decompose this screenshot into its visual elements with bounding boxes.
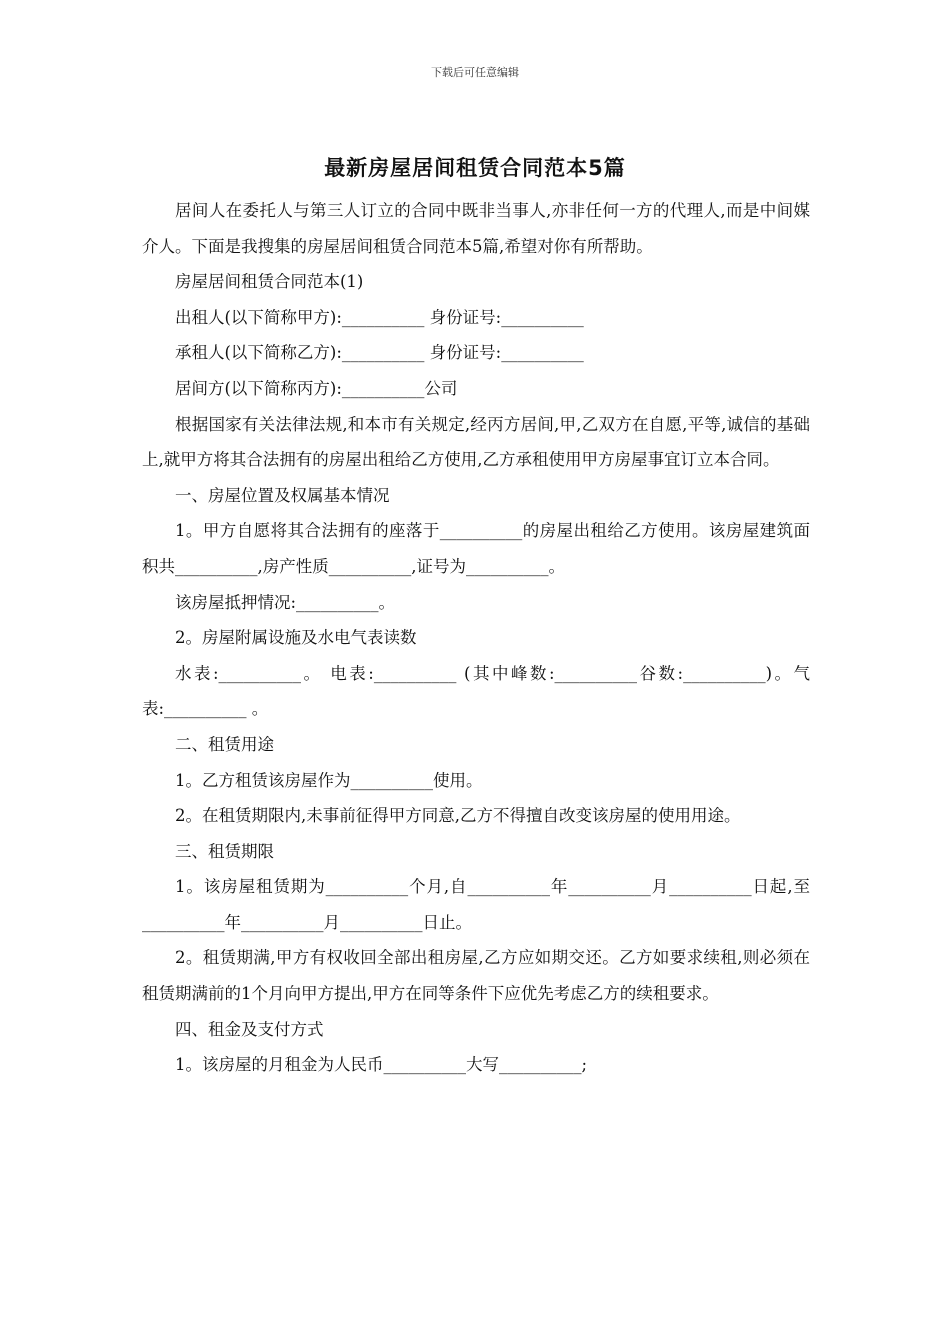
lessor-line: 出租人(以下简称甲方):__________ 身份证号:__________ [175,307,584,327]
lessee-line: 承租人(以下简称乙方):__________ 身份证号:__________ [175,343,584,363]
clause-2-1: 1。乙方租赁该房屋作为__________使用。 [175,770,483,790]
document-body [142,193,810,1083]
preamble-paragraph: 根据国家有关法律法规,和本市有关规定,经丙方居间,甲,乙双方在自愿,平等,诚信的基础上,就甲方将其合法拥有的房屋出租给乙方使用,乙方承租使用甲方房屋事宜订立本合同。 [142,414,810,470]
section-heading-4: 四、租金及支付方式 [175,1019,324,1039]
meter-readings: 水表:__________。 电表:__________ (其中峰数:__________谷数:__________)。气表:__________ 。 [142,663,810,719]
clause-4-1: 1。该房屋的月租金为人民币__________大写__________; [175,1055,588,1075]
section-heading-1: 一、房屋位置及权属基本情况 [175,485,390,505]
section-heading-3: 三、租赁期限 [175,841,274,861]
clause-1-2: 2。房屋附属设施及水电气表读数 [175,628,417,648]
mortgage-line: 该房屋抵押情况:__________。 [175,592,396,612]
broker-line: 居间方(以下简称丙方):__________公司 [175,378,458,398]
clause-3-1: 1。该房屋租赁期为__________个月,自__________年__________月__________日起,至__________年__________月__________日止。 [142,877,810,932]
clause-2-2: 2。在租赁期限内,未事前征得甲方同意,乙方不得擅自改变该房屋的使用用途。 [175,806,741,826]
clause-3-2: 2。租赁期满,甲方有权收回全部出租房屋,乙方应如期交还。乙方如要求续租,则必须在租赁期满前的1个月向甲方提出,甲方在同等条件下应优先考虑乙方的续租要求。 [142,948,810,1004]
section-heading-2: 二、租赁用途 [175,734,274,754]
document-title: 最新房屋居间租赁合同范本5篇 [324,156,626,180]
contract-subtitle: 房屋居间租赁合同范本(1) [175,272,364,292]
clause-1-1: 1。甲方自愿将其合法拥有的座落于__________的房屋出租给乙方使用。该房屋建筑面积共__________,房产性质__________,证号为__________。 [142,521,810,576]
intro-paragraph: 居间人在委托人与第三人订立的合同中既非当事人,亦非任何一方的代理人,而是中间媒介人。下面是我搜集的房屋居间租赁合同范本5篇,希望对你有所帮助。 [142,201,810,256]
page-header-note: 下载后可任意编辑 [431,66,519,79]
